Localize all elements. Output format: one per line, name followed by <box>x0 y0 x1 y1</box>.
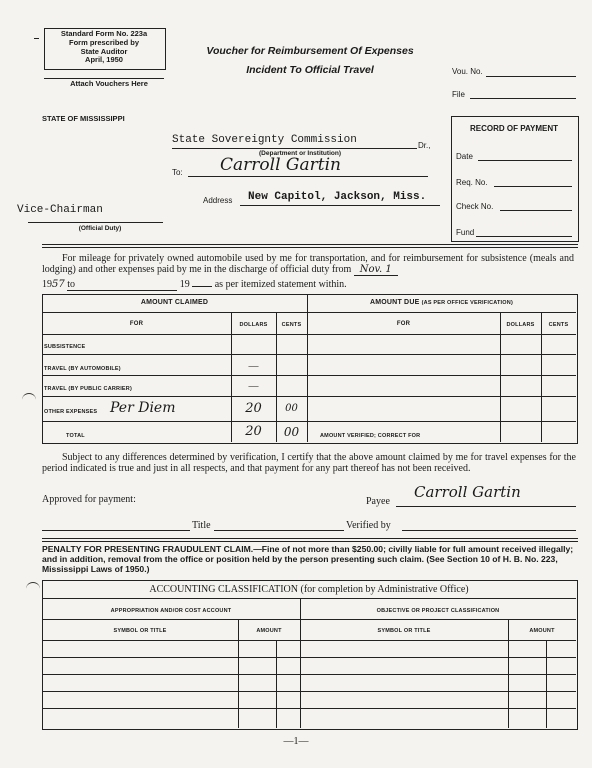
certification-text: Subject to any differences determined by verification, I certify that the above amount claimed by me for travel expenses for the period indicated is true and just in all respects, and that payment for any part thereof has not been received. <box>42 452 576 474</box>
row-travel-auto-label: TRAVEL (BY AUTOMOBILE) <box>44 366 121 372</box>
amount-due-note: (AS PER OFFICE VERIFICATION) <box>421 300 513 306</box>
penalty-notice <box>42 544 576 574</box>
mileage-statement <box>42 253 574 275</box>
payment-req-field[interactable] <box>494 186 572 187</box>
accounting-title: ACCOUNTING CLASSIFICATION <box>149 584 298 595</box>
accounting-row <box>42 657 576 658</box>
from-date-handwritten: Nov. 1 <box>354 264 398 276</box>
voucher-number-label: Vou. No. <box>452 67 483 76</box>
due-col-for: FOR <box>396 321 411 327</box>
accounting-row <box>42 708 576 709</box>
accounting-row <box>42 674 576 675</box>
form-number-line1: Standard Form No. 223a <box>60 29 148 38</box>
amount-due-title: AMOUNT DUE <box>370 299 420 306</box>
total-cents: 00 <box>283 425 300 439</box>
penalty-text: —Fine of not more than $250.00; civilly liable for full amount received illegally; and in addition, removal from the office or position held by the person presenting such claim. (See Section 10 of H. B. No. 223, Mississippi Laws of 1950.) <box>42 544 574 574</box>
year-written: 57 <box>52 279 65 290</box>
row-other-detail: Per Diem <box>110 400 176 416</box>
accounting-heading <box>42 584 576 595</box>
objective-header: OBJECTIVE OR PROJECT CLASSIFICATION <box>376 608 500 614</box>
payment-check-field[interactable] <box>500 210 572 211</box>
form-number-line4: April, 1950 <box>85 55 123 65</box>
row-subsistence-label: SUBSISTENCE <box>44 344 86 350</box>
to-label: To: <box>172 168 183 177</box>
address-value: New Capitol, Jackson, Miss. <box>248 191 427 203</box>
payee-name-handwritten: Carroll Gartin <box>220 155 341 175</box>
row-travel-auto-dollars: — <box>248 361 259 372</box>
year-prefix: 19 <box>42 279 52 290</box>
period-suffix: as per itemized statement within. <box>214 279 347 290</box>
payee-label: Payee <box>366 496 390 507</box>
margin-mark <box>26 582 40 589</box>
amount-claimed-heading: AMOUNT CLAIMED <box>140 299 209 306</box>
total-dollars: 20 <box>245 424 262 439</box>
official-duty-value: Vice-Chairman <box>17 204 103 216</box>
left-amount-col: AMOUNT <box>256 628 282 634</box>
payment-req-label: Req. No. <box>456 178 488 187</box>
payment-check-label: Check No. <box>456 202 494 211</box>
to-word: to <box>67 279 177 291</box>
department-value: State Sovereignty Commission <box>172 134 357 146</box>
file-field[interactable] <box>470 98 576 99</box>
margin-mark <box>22 393 36 400</box>
total-label: TOTAL <box>66 433 85 439</box>
to-year-prefix: 19 <box>179 279 190 290</box>
right-symbol-col: SYMBOL OR TITLE <box>377 628 431 634</box>
row-other-label: OTHER EXPENSES <box>44 409 98 415</box>
due-col-dollars: DOLLARS <box>506 322 535 328</box>
due-col-cents: CENTS <box>548 322 569 328</box>
amount-due-heading <box>307 299 576 306</box>
form-number-line2: Form prescribed by <box>68 37 140 47</box>
department-suffix: Dr., <box>418 141 431 150</box>
row-other-cents: 00 <box>285 403 298 414</box>
page-number: —1— <box>283 736 309 747</box>
claimed-col-for: FOR <box>129 321 144 327</box>
payment-fund-label: Fund <box>456 228 475 237</box>
title-field[interactable] <box>214 530 344 531</box>
attach-note: Attach Vouchers Here <box>70 79 148 88</box>
left-symbol-col: SYMBOL OR TITLE <box>113 628 167 634</box>
right-amount-col: AMOUNT <box>529 628 555 634</box>
form-title-line1: Voucher for Reimbursement Of Expenses <box>206 45 414 57</box>
penalty-heading: PENALTY FOR PRESENTING FRAUDULENT CLAIM. <box>42 544 254 554</box>
official-duty-caption: (Official Duty) <box>78 225 122 232</box>
hole-mark <box>34 38 39 39</box>
payment-fund-field[interactable] <box>476 236 572 237</box>
payment-date-label: Date <box>456 152 473 161</box>
department-caption: (Department or Institution) <box>259 150 341 157</box>
payee-signature: Carroll Gartin <box>414 483 521 501</box>
claimed-col-cents: CENTS <box>281 322 302 328</box>
record-of-payment-title: RECORD OF PAYMENT <box>469 124 558 133</box>
row-travel-carrier-dollars: — <box>248 381 259 392</box>
amount-verified-label: AMOUNT VERIFIED; CORRECT FOR <box>320 433 421 439</box>
title-label: Title <box>192 520 211 531</box>
state-label: STATE OF MISSISSIPPI <box>42 114 125 123</box>
voucher-number-field[interactable] <box>486 76 576 77</box>
mileage-statement-text: For mileage for privately owned automobile used by me for transportation, and for reimbursement for subsistence (meals and lodging) and other expenses paid by me in the discharge of official duty from <box>42 253 574 275</box>
row-other-dollars: 20 <box>245 401 262 416</box>
accounting-row <box>42 691 576 692</box>
row-travel-carrier-label: TRAVEL (BY PUBLIC CARRIER) <box>44 386 133 392</box>
form-title-line2: Incident To Official Travel <box>246 64 374 76</box>
address-label: Address <box>203 196 233 205</box>
payment-date-field[interactable] <box>478 160 572 161</box>
file-label: File <box>452 90 465 99</box>
verified-by-field[interactable] <box>402 530 576 531</box>
claimed-col-dollars: DOLLARS <box>239 322 268 328</box>
form-number-line3: State Auditor <box>80 46 128 56</box>
mileage-period <box>42 279 347 291</box>
approved-label: Approved for payment: <box>42 494 136 505</box>
verified-by-label: Verified by <box>346 520 391 531</box>
accounting-note: (for completion by Administrative Office) <box>300 584 469 595</box>
appropriation-header: APPROPRIATION AND/OR COST ACCOUNT <box>110 608 232 614</box>
